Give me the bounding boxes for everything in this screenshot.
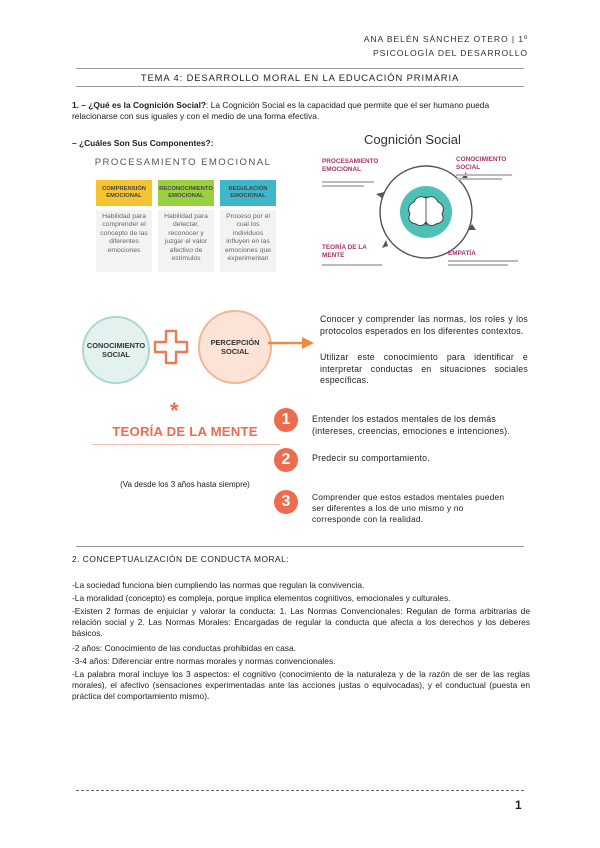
procesamiento-cards	[96, 180, 286, 280]
teoria-title: TEORÍA DE LA MENTE	[112, 424, 258, 439]
cognicion-desc-line	[322, 264, 382, 266]
section2-divider	[76, 546, 524, 547]
section2-title: 2. CONCEPTUALIZACIÓN DE CONDUCTA MORAL:	[72, 554, 290, 564]
header-subject: PSICOLOGÍA DEL DESARROLLO	[373, 48, 528, 58]
section1-paragraph	[72, 100, 530, 122]
cognicion-label-empatia: EMPATÍA	[448, 250, 476, 257]
card-reconocimiento-label: RECONOCIMIENTO EMOCIONAL	[158, 180, 214, 206]
card-regulacion	[220, 180, 276, 280]
conocimiento-text2: Utilizar este conocimiento para identificar e interpretar conductas en situaciones sociales específicas.	[320, 352, 528, 385]
teoria-number-1: 1	[274, 408, 298, 432]
cognicion-title: Cognición Social	[364, 132, 461, 147]
card-regulacion-label: REGULACIÓN EMOCIONAL	[220, 180, 276, 206]
percepcion-social-circle: PERCEPCIÓN SOCIAL	[198, 310, 272, 384]
page-title: TEMA 4: DESARROLLO MORAL EN LA EDUCACIÓN PRIMARIA	[140, 72, 460, 83]
plus-icon	[152, 328, 190, 366]
procesamiento-title: PROCESAMIENTO EMOCIONAL	[94, 157, 272, 168]
section2-line: -Existen 2 formas de enjuiciar y valorar la conducta: 1. Las Normas Convencionales: Regulan de forma arbitrarias de relación social y 2. Las Normas Morales: Encargadas de regular la conducta que afecta a los derechos y los deberes básicos.	[72, 606, 530, 638]
title-divider	[76, 86, 524, 87]
card-comprension	[96, 180, 152, 280]
teoria-item-2-text: Predecir su comportamiento.	[312, 453, 430, 463]
section2-line: -La moralidad (concepto) es compleja, porque implica elementos cognitivos, emocionales y culturales.	[72, 593, 451, 603]
section1-answer: : La Cognición Social es la capacidad que permite que el ser humano pueda relacionarse con sus iguales y con el medio de una forma efectiva.	[72, 100, 490, 121]
header-author: ANA BELÉN SÁNCHEZ OTERO | 1º	[363, 34, 528, 44]
conocimiento-text1: Conocer y comprender las normas, los roles y los protocolos esperados en los diferentes contextos.	[320, 314, 528, 336]
footer-divider	[76, 790, 524, 791]
card-comprension-text: Habilidad para comprender el concepto de las diferentes emociones	[96, 210, 152, 272]
cognicion-desc-line	[456, 178, 502, 180]
card-reconocimiento-text: Habilidad para detectar, reconocer y juzgar el valor afectivo de estímulos	[158, 210, 214, 272]
conocimiento-social-circle: CONOCIMIENTO SOCIAL	[82, 316, 150, 384]
section1-question: 1. – ¿Qué es la Cognición Social?	[72, 100, 207, 110]
card-reconocimiento	[158, 180, 214, 280]
section2-line: -La palabra moral incluye los 3 aspectos: el cognitivo (conocimiento de la naturaleza y de la razón de ser de las reglas morales), el afectivo (sensaciones experimentadas ante las acciones justas o equivocadas), y el conductual (puesta en práctica del comportamiento mismo).	[72, 669, 530, 701]
teoria-number-2: 2	[274, 448, 298, 472]
teoria-divider	[92, 444, 280, 445]
cognicion-label-teoria: TEORÍA DE LA MENTE	[322, 244, 367, 259]
cognicion-desc-line	[448, 260, 518, 262]
asterisk-icon: *	[170, 398, 179, 423]
cognicion-desc-line	[322, 181, 374, 183]
page-number: 1	[515, 798, 522, 812]
teoria-number-3: 3	[274, 490, 298, 514]
header-divider	[76, 68, 524, 69]
cognicion-label-procesamiento: PROCESAMIENTO EMOCIONAL	[322, 158, 379, 173]
section2-line: -2 años: Conocimiento de las conductas prohibidas en casa.	[72, 643, 296, 653]
teoria-item-3-text: Comprender que estos estados mentales pueden ser diferentes a los de uno mismo y no corresponde con la realidad.	[312, 492, 505, 524]
teoria-note: (Va desde los 3 años hasta siempre)	[120, 480, 250, 489]
teoria-item-1-text: Entender los estados mentales de los demás (intereses, creencias, emociones e intenciones).	[312, 414, 510, 436]
arrow-right-icon	[268, 334, 314, 352]
cognicion-desc-line	[448, 264, 508, 266]
card-comprension-label: COMPRENSIÓN EMOCIONAL	[96, 180, 152, 206]
section2-line: -3-4 años: Diferenciar entre normas morales y normas convencionales.	[72, 656, 336, 666]
cognicion-label-conocimiento: CONOCIMIENTO SOCIAL	[456, 156, 507, 171]
section2-line: -La sociedad funciona bien cumpliendo las normas que regulan la convivencia.	[72, 580, 365, 590]
cognicion-desc-line	[322, 185, 364, 187]
card-regulacion-text: Proceso por el cual los individuos influyen en las emociones que experimentan	[220, 210, 276, 272]
cognicion-desc-line	[456, 174, 512, 176]
components-question: – ¿Cuáles Son Sus Componentes?:	[72, 138, 214, 148]
